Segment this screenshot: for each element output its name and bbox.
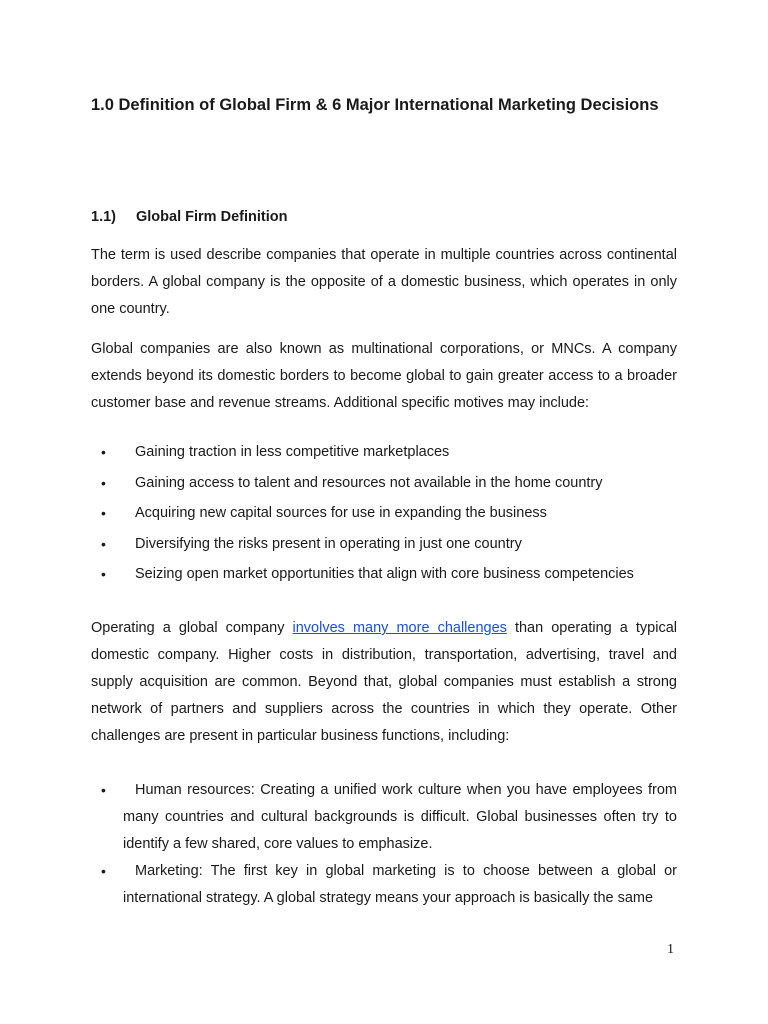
paragraph-mnc: Global companies are also known as multinational corporations, or MNCs. A company extends beyond its domestic borders to become global to gain greater access to a broader customer base and revenue streams. Additional specific motives may include: xyxy=(91,341,677,411)
list-item: • Marketing: The first key in global marketing is to choose between a global or international strategy. A global strategy means your approach is basically the same xyxy=(91,858,677,912)
bullet-icon: • xyxy=(101,535,106,552)
section-number: 1.1) xyxy=(91,209,116,225)
challenges-list xyxy=(91,777,677,912)
list-item: • Diversifying the risks present in operating in just one country xyxy=(91,529,677,560)
paragraph-definition: The term is used describe companies that operate in multiple countries across continental borders. A global company is the opposite of a domestic business, which operates in only one country. xyxy=(91,247,677,317)
paragraph-challenges: Operating a global company involves many more challenges than operating a typical domestic company. Higher costs in distribution, transportation, advertising, travel and supply acquisition are common. Beyond that, global companies must establish a strong network of partners and suppliers across the countries in which they operate. Other challenges are present in particular business functions, including: xyxy=(91,620,677,744)
page-number: 1 xyxy=(667,942,674,957)
list-item: • Seizing open market opportunities that align with core business competencies xyxy=(91,559,677,590)
section-heading xyxy=(91,206,287,228)
section-heading-text: Global Firm Definition xyxy=(136,209,288,225)
bullet-icon: • xyxy=(101,505,106,521)
list-item: • Gaining traction in less competitive marketplaces xyxy=(91,437,677,468)
document-title: 1.0 Definition of Global Firm & 6 Major International Marketing Decisions xyxy=(91,96,659,114)
list-item: • Human resources: Creating a unified work culture when you have employees from many countries and cultural backgrounds is difficult. Global businesses often try to identify a few shared, core values to emphasize. xyxy=(91,777,677,858)
list-item: • Gaining access to talent and resources not available in the home country xyxy=(91,468,677,499)
bullet-icon: • xyxy=(101,474,106,491)
list-item: • Acquiring new capital sources for use in expanding the business xyxy=(91,498,677,529)
motives-list xyxy=(91,437,677,590)
bullet-icon: • xyxy=(101,863,106,879)
bullet-icon: • xyxy=(101,444,106,460)
challenges-link[interactable]: involves many more challenges xyxy=(292,620,507,636)
bullet-icon: • xyxy=(101,782,106,798)
bullet-icon: • xyxy=(101,566,106,582)
